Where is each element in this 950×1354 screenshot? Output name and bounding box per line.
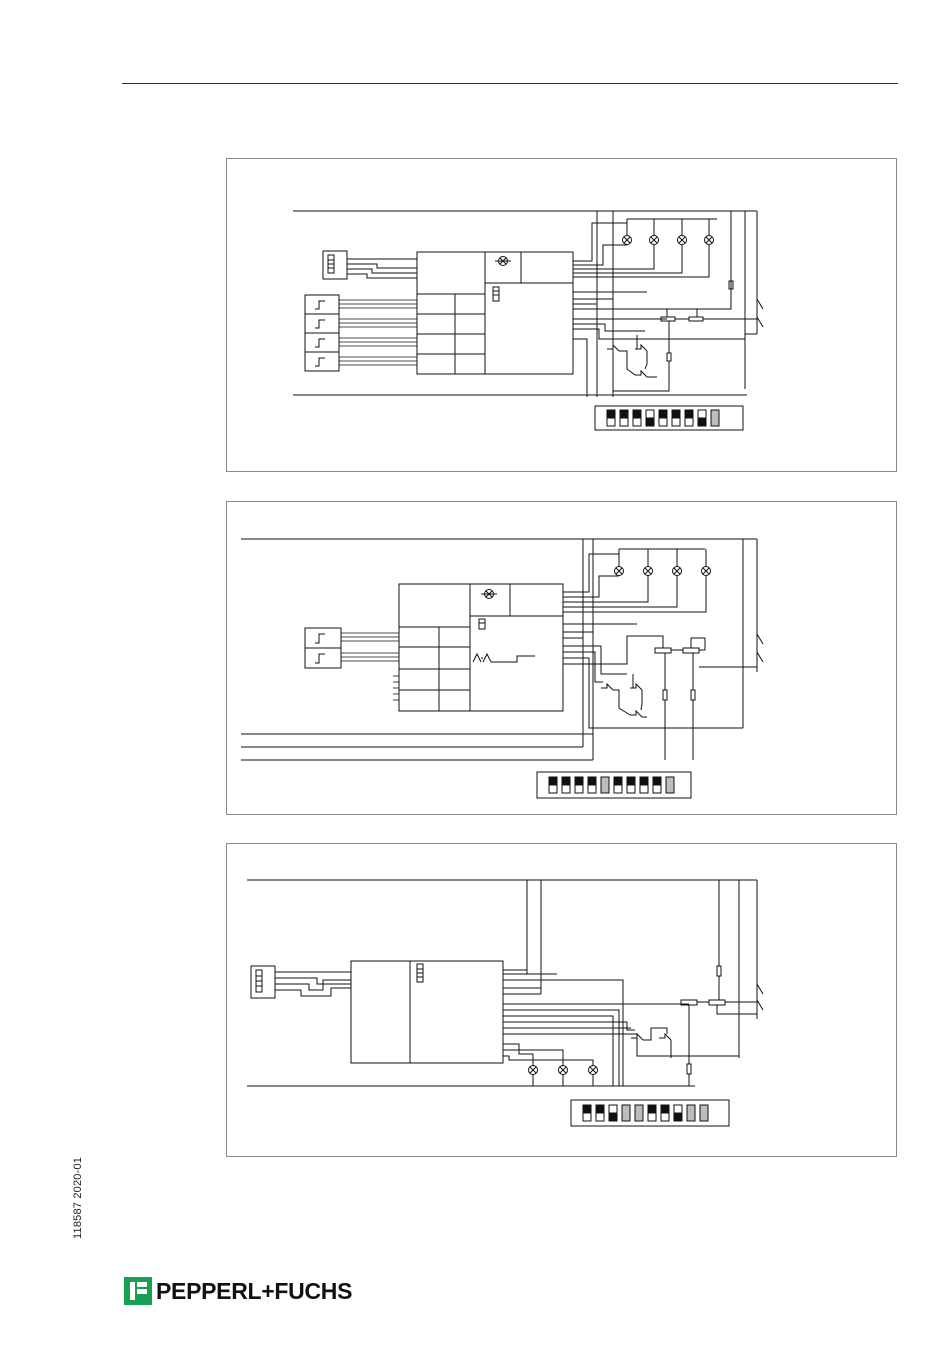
wiring-diagram-3 (227, 844, 896, 1156)
contact-switch-icon (305, 295, 339, 314)
lamp-icon (615, 549, 624, 576)
wiring-diagram-panel-2 (226, 501, 897, 815)
document-number: 118587 2020-01 (72, 1156, 84, 1239)
terminal-connector-icon (323, 251, 347, 279)
lamp-icon (589, 1066, 598, 1087)
wiring-diagram-panel-3 (226, 843, 897, 1157)
dip-switch-bank (595, 406, 743, 430)
lamp-icon (678, 219, 687, 245)
rotary-switch-icon (417, 964, 423, 982)
wiring-diagram-1 (227, 159, 896, 471)
limit-switch-icon (659, 1034, 671, 1040)
contact-switch-icon (305, 333, 339, 352)
header-rule (122, 83, 898, 84)
rotary-switch-icon (493, 287, 499, 301)
lamp-icon (702, 549, 711, 576)
brand-logo (124, 1276, 352, 1306)
lamp-icon (495, 257, 511, 266)
lamp-icon (673, 549, 682, 576)
dip-switch-bank (537, 772, 691, 798)
lamp-icon (481, 590, 497, 599)
lamp-icon (559, 1066, 568, 1087)
contact-switch-icon (305, 314, 339, 333)
limit-switch-icon (635, 371, 647, 377)
terminal-connector-icon (251, 966, 275, 998)
limit-switch-icon (630, 711, 642, 717)
contact-switch-icon (305, 628, 341, 648)
lamp-icon (705, 219, 714, 245)
lamp-icon (529, 1066, 538, 1087)
limit-switch-icon (630, 684, 642, 690)
dip-switch-bank (571, 1100, 729, 1126)
rotary-switch-icon (479, 619, 485, 629)
brand-name: PEPPERL+FUCHS (156, 1277, 353, 1304)
wiring-diagram-2 (227, 502, 896, 814)
contact-switch-icon (305, 352, 339, 371)
limit-switch-icon (601, 684, 613, 690)
lamp-icon (650, 219, 659, 245)
contact-switch-icon (305, 648, 341, 668)
lamp-icon (644, 549, 653, 576)
wiring-diagram-panel-1 (226, 158, 897, 472)
npn-transistor-icon (473, 654, 535, 662)
pepperl-fuchs-logo-icon (124, 1277, 152, 1305)
